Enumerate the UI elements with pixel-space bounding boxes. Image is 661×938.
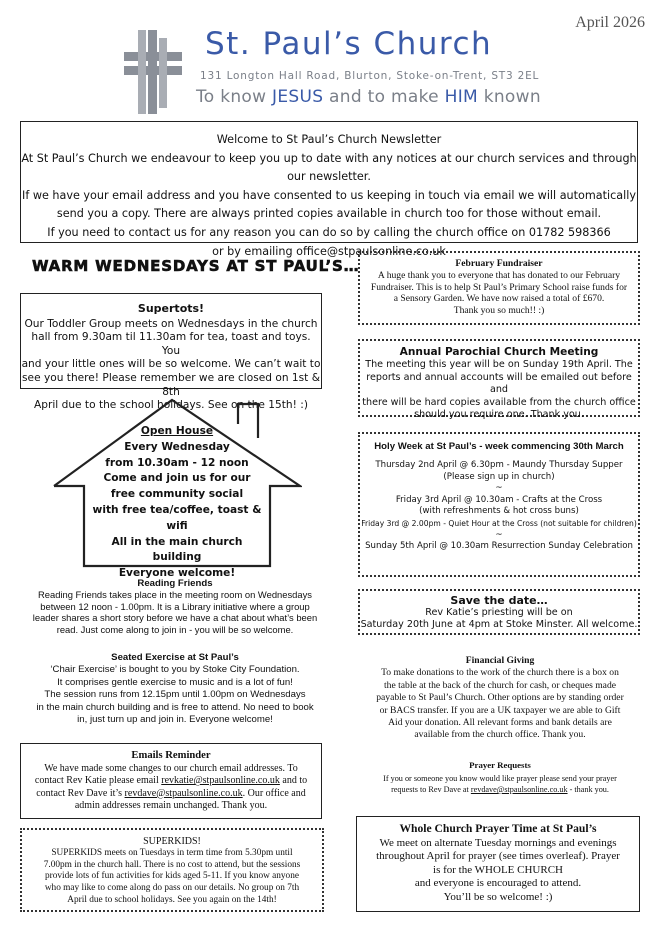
holy-week-line: (with refreshments & hot cross buns): [419, 506, 579, 517]
open-house-line: free community social: [110, 488, 244, 501]
supertots-line: and your little ones will be so welcome. We can’t wait to: [21, 358, 321, 371]
revdave-email-link[interactable]: revdave@stpaulsonline.co.uk: [124, 787, 243, 799]
welcome-line: If you need to contact us for any reason you can do so by calling the church office on 01782 598366: [47, 225, 611, 239]
emails-reminder-line: admin addresses remain unchanged. Thank you.: [74, 800, 268, 812]
motto-jesus: JESUS: [272, 87, 324, 107]
fundraiser-line: A huge thank you to everyone that has donated to our February: [377, 269, 621, 281]
fundraiser-line: Thank you so much!! :): [453, 305, 545, 317]
open-house-line: All in the main church building: [111, 535, 243, 564]
parochial-meeting-line: The meeting this year will be on Sunday 19th April. The: [365, 359, 633, 371]
emails-reminder-text: . Our office and: [242, 787, 306, 799]
emails-reminder-text: contact Rev Katie please email: [34, 775, 159, 787]
reading-friends-title: Reading Friends: [137, 578, 213, 589]
superkids-line: provide lots of fun activities for kids aged 5-11. If you know anyone: [45, 871, 299, 882]
seated-exercise-line: The session runs from 12.15pm until 1.00pm on Wednesdays: [44, 689, 306, 701]
holy-week-line: Thursday 2nd April @ 6.30pm - Maundy Thursday Supper: [375, 460, 623, 470]
supertots-line: see you there! Please remember we are closed on 1st & 8th: [22, 371, 320, 398]
holy-week-box: [358, 432, 640, 577]
welcome-line: or by emailing office@stpaulsonline.co.uk: [212, 244, 446, 258]
superkids-line: SUPERKIDS meets on Tuesdays in term time from 5.30pm until: [51, 847, 293, 858]
open-house-line: Come and join us for our: [103, 472, 251, 485]
church-motto: [196, 87, 541, 107]
superkids-line: 7.00pm in the church hall. There is no cost to attend, but the sessions: [43, 859, 301, 870]
save-the-date-line: Saturday 20th June at 4pm at Stoke Minster. All welcome.: [360, 619, 638, 630]
financial-giving-line: the table at the back of the church for cash, or cheques made: [383, 679, 616, 691]
prayer-time-line: and everyone is encouraged to attend.: [414, 877, 582, 890]
holy-week-line: ~: [495, 483, 503, 494]
superkids-line: April due to school holidays. See you again on the 14th!: [67, 894, 277, 905]
parochial-meeting-title: Annual Parochial Church Meeting: [399, 346, 599, 358]
holy-week-line: (Please sign up in church): [443, 471, 555, 482]
fundraiser-line: a Sensory Garden. We have now raised a total of £670.: [393, 293, 605, 305]
prayer-requests-text: - thank you.: [569, 785, 609, 794]
prayer-time-line: throughout April for prayer (see times overleaf). Prayer: [376, 850, 620, 863]
superkids-line: who may like to come along do pass on our details. No group on 7th: [44, 883, 300, 894]
warm-wednesdays-heading: WARM WEDNESDAYS AT ST PAUL’S…: [32, 257, 360, 275]
emails-reminder-title: Emails Reminder: [131, 750, 211, 761]
open-house-line: Everyone welcome!: [118, 567, 236, 580]
open-house-box: [92, 424, 262, 582]
emails-reminder-line: [21, 775, 321, 788]
motto-pre: To know: [196, 87, 267, 107]
emails-reminder-box: [20, 743, 322, 819]
save-the-date-line: Rev Katie’s priesting will be on: [425, 607, 573, 618]
welcome-line: If we have your email address and you have consented to us keeping in touch via email we will automatically: [22, 188, 636, 202]
prayer-time-line: You’ll be so welcome! :): [443, 890, 553, 903]
motto-mid: and to make: [329, 87, 439, 107]
church-title: St. Paul’s Church: [205, 26, 493, 62]
prayer-revdave-email-link[interactable]: revdave@stpaulsonline.co.uk: [470, 785, 568, 794]
financial-giving-line: Aid your donation. All relevant forms and bank details are: [388, 717, 612, 729]
holy-week-line: Sunday 5th April @ 10.30am Resurrection Sunday Celebration: [365, 541, 633, 552]
financial-giving-line: or BACS transfer. If you are a UK taxpayer we are able to Gift: [379, 704, 621, 716]
parochial-meeting-line: reports and annual accounts will be emailed out before and: [366, 371, 632, 396]
supertots-line: April due to the school holidays. See on the 15th! :): [34, 399, 308, 412]
financial-giving-section: [352, 655, 648, 742]
welcome-line: At St Paul’s Church we endeavour to keep you up to date with any notices at our church services and through our newsletter.: [21, 151, 637, 184]
parochial-meeting-box: [358, 339, 640, 421]
prayer-requests-section: [352, 760, 648, 795]
save-the-date-title: Save the date…: [450, 594, 548, 607]
reading-friends-line: leader shares a short story before we have a chat about what’s been: [32, 612, 318, 624]
newsletter-date: April 2026: [575, 14, 645, 31]
open-house-title: Open House: [140, 425, 214, 437]
seated-exercise-section: [14, 652, 336, 726]
prayer-time-title: Whole Church Prayer Time at St Paul’s: [399, 822, 597, 835]
prayer-requests-line: [352, 784, 648, 795]
motto-him: HIM: [444, 87, 478, 107]
welcome-box: [20, 121, 638, 258]
holy-week-line: ~: [495, 529, 503, 540]
emails-reminder-text: contact Rev Dave it’s: [36, 787, 123, 799]
prayer-requests-line: If you or someone you know would like prayer please send your prayer: [383, 774, 617, 783]
fundraiser-title: February Fundraiser: [455, 258, 543, 269]
save-the-date-box: [358, 589, 640, 635]
prayer-requests-title: Prayer Requests: [469, 760, 531, 770]
february-fundraiser-box: [358, 251, 640, 325]
seated-exercise-title: Seated Exercise at St Paul’s: [111, 652, 239, 663]
church-logo: [118, 30, 186, 114]
prayer-time-box: [356, 816, 640, 912]
holy-week-line: Friday 3rd April @ 10.30am - Crafts at the Cross: [395, 494, 603, 505]
prayer-time-line: is for the WHOLE CHURCH: [433, 863, 563, 876]
open-house-line: from 10.30am - 12 noon: [105, 456, 249, 469]
reading-friends-section: [14, 578, 336, 635]
financial-giving-line: To make donations to the work of the church there is a box on: [381, 667, 619, 679]
cross-logo-icon: [118, 30, 186, 114]
seated-exercise-line: in, just turn up and join in. Everyone welcome!: [77, 714, 273, 726]
fundraiser-line: Fundraiser. This is to help St Paul’s Primary School raise funds for: [370, 281, 628, 293]
open-house-line: Every Wednesday: [124, 440, 230, 453]
emails-reminder-line: We have made some changes to our church email addresses. To: [44, 762, 298, 774]
motto-post: known: [483, 87, 541, 107]
superkids-box: [20, 828, 324, 912]
supertots-line: hall from 9.30am til 11.30am for tea, toast and toys. You: [31, 331, 311, 357]
prayer-time-line: We meet on alternate Tuesday mornings and evenings: [379, 836, 617, 849]
financial-giving-title: Financial Giving: [465, 655, 535, 666]
open-house-line: with free tea/coffee, toast & wifi: [92, 503, 262, 532]
parochial-meeting-line: should you require one. Thank you.: [414, 409, 584, 421]
welcome-line: send you a copy. There are always printed copies available in church too for those without email.: [56, 207, 602, 221]
parochial-meeting-line: there will be hard copies available from the church office: [362, 396, 636, 408]
reading-friends-line: read. Just come along to join in - you will be so welcome.: [56, 623, 294, 635]
supertots-box: [20, 293, 322, 412]
holy-week-title: Holy Week at St Paul’s - week commencing 30th March: [374, 441, 624, 452]
emails-reminder-text: and to: [282, 775, 308, 787]
financial-giving-line: available from the church office. Thank you.: [414, 729, 586, 741]
holy-week-line: Friday 3rd @ 2.00pm - Quiet Hour at the Cross (not suitable for children): [361, 518, 637, 528]
prayer-requests-text: requests to Rev Dave at: [391, 785, 469, 794]
church-address: 131 Longton Hall Road, Blurton, Stoke-on-Trent, ST3 2EL: [200, 70, 540, 82]
supertots-title: Supertots!: [137, 302, 205, 315]
superkids-title: SUPERKIDS!: [143, 836, 201, 847]
seated-exercise-line: ‘Chair Exercise’ is bought to you by Stoke City Foundation.: [50, 664, 300, 676]
reading-friends-line: Reading Friends takes place in the meeting room on Wednesdays: [38, 589, 312, 601]
supertots-line: Our Toddler Group meets on Wednesdays in the church: [24, 317, 318, 330]
emails-reminder-line: [21, 788, 321, 801]
financial-giving-line: payable to St Paul’s Church. Other options are by standing order: [376, 692, 624, 704]
seated-exercise-line: in the main church building and is free to attend. No need to book: [36, 701, 314, 713]
revkatie-email-link[interactable]: revkatie@stpaulsonline.co.uk: [161, 775, 280, 787]
welcome-title: Welcome to St Paul’s Church Newsletter: [216, 133, 442, 146]
reading-friends-line: between 12 noon - 1.00pm. It is a Library initiative where a group: [40, 600, 310, 612]
seated-exercise-line: It comprises gentle exercise to music and is a lot of fun!: [57, 676, 293, 688]
